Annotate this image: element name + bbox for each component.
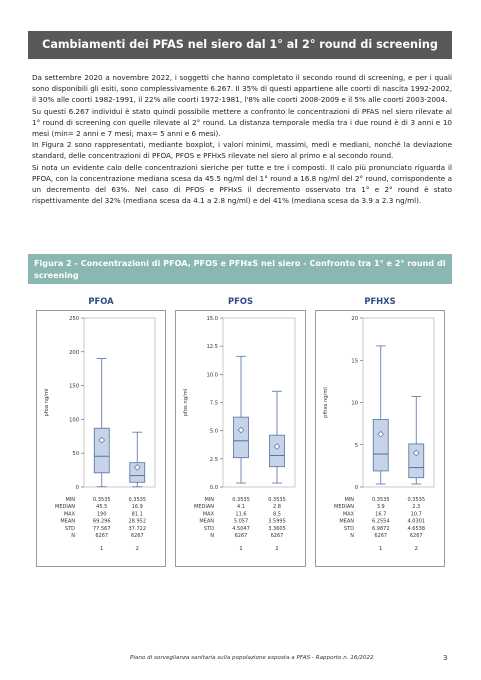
- stats-value-round1: 0.3535: [93, 497, 111, 503]
- stats-value-round1: 6.9872: [372, 525, 390, 532]
- y-tick-label: 0: [354, 485, 358, 491]
- chart-panel-pfhxs: [315, 310, 445, 567]
- stats-label: MEDIAN: [55, 504, 75, 511]
- y-tick-label: 5: [354, 442, 358, 449]
- y-tick-label: 15.0: [206, 316, 218, 322]
- stats-value-round2: 2.3: [412, 504, 421, 511]
- y-tick-label: 100: [69, 417, 79, 424]
- stats-label: MEAN: [339, 518, 354, 525]
- chart-panel-pfos: [175, 310, 306, 567]
- figure-caption: Figura 2 - Concentrazioni di PFOA, PFOS e PFHxS nel siero - Confronto tra 1° e 2° round di screening: [28, 254, 452, 284]
- stats-label: MAX: [63, 511, 75, 518]
- y-tick-label: 5.0: [209, 428, 218, 435]
- stats-value-round2: 10.7: [410, 511, 422, 518]
- stats-value-round2: 4.6538: [407, 525, 425, 532]
- y-tick-label: 250: [69, 316, 79, 322]
- stats-label: MEDIAN: [334, 504, 354, 511]
- y-tick-label: 20: [351, 316, 358, 322]
- stats-label: STD: [64, 525, 75, 532]
- y-tick-label: 200: [69, 349, 79, 356]
- stats-value-round2: 0.3535: [407, 497, 425, 503]
- stats-value-round2: 81.1: [131, 511, 143, 518]
- stats-value-round1: 6267: [234, 533, 248, 539]
- page-number: 3: [443, 654, 448, 662]
- stats-value-round1: 6.2554: [372, 518, 390, 525]
- stats-value-round2: 4.0301: [407, 518, 425, 525]
- stats-label: MIN: [204, 497, 214, 503]
- y-tick-label: 10: [351, 400, 358, 407]
- y-tick-label: 15: [351, 358, 358, 365]
- stats-value-round1: 16.7: [375, 511, 387, 518]
- stats-value-round1: 0.3535: [372, 497, 390, 503]
- x-category-label: 1: [100, 546, 104, 553]
- footer-text: Piano di sorveglianza sanitaria sulla popolazione esposta a PFAS - Rapporto n. 16/2022: [130, 655, 374, 661]
- y-tick-label: 7.5: [209, 400, 218, 407]
- stats-value-round2: 6267: [130, 533, 144, 539]
- stats-value-round1: 6267: [374, 533, 388, 539]
- stats-value-round1: 11.6: [235, 511, 247, 518]
- chart-title-pfhxs: PFHXS: [364, 296, 396, 306]
- paragraph-2: Su questi 6.267 individui è stato quindi possibile mettere a confronto le concentrazioni di PFAS nel siero rilevate al 1° round di screening con quelle rilevate al 2° round. La distanza temporale media tra i due round è di 3 anni e 10 mesi (min= 2 anni e 7 mesi; max= 5 anni e 6 mesi).: [32, 106, 452, 139]
- box: [373, 419, 388, 471]
- stats-label: MAX: [202, 511, 214, 518]
- stats-value-round2: 37.722: [128, 525, 146, 532]
- stats-value-round2: 0.3535: [128, 497, 146, 503]
- stats-value-round1: 4.5047: [232, 525, 250, 532]
- stats-value-round2: 6267: [409, 533, 423, 539]
- y-axis-label: pfhxs ng/ml: [323, 387, 329, 418]
- stats-label: N: [71, 533, 75, 539]
- paragraph-4: Si nota un evidente calo delle concentrazioni sieriche per tutte e tre i composti. Il calo più pronunciato riguarda il PFOA, con la concentrazione mediana scesa da 45.5 ng/ml del 1° round a 16.8 ng/ml del 2° round, corrispondente a un decremento del 63%. Nel caso di PFOS e PFHxS il decremento osservato tra 1° e 2° round è stato rispettivamente del 32% (mediana scesa da 4.1 a 2.8 ng/ml) e del 41% (mediana scesa da 3.9 a 2.3 ng/ml).: [32, 162, 452, 206]
- stats-value-round1: 69.296: [93, 518, 111, 525]
- stats-value-round2: 28.952: [128, 518, 146, 525]
- stats-label: STD: [203, 525, 214, 532]
- box: [94, 428, 109, 473]
- stats-label: MEAN: [60, 518, 75, 525]
- stats-label: MAX: [342, 511, 354, 518]
- paragraph-1: Da settembre 2020 a novembre 2022, i soggetti che hanno completato il secondo round di screening, e per i quali sono disponibili gli esiti, sono complessivamente 6.267. Il 35% di questi appartiene alle coorti di nascita 1992-2002, il 30% alle coorti 1982-1991, il 22% alle coorti 1972-1981, l'8% alle coorti 2008-2009 e il 5% alle coorti 2003-2004.: [32, 73, 452, 105]
- boxplot-pfos: [176, 311, 305, 566]
- stats-value-round1: 0.3535: [232, 497, 250, 503]
- stats-label: N: [210, 533, 214, 539]
- stats-label: N: [350, 533, 354, 539]
- stats-value-round2: 3.5995: [268, 518, 286, 525]
- box: [270, 435, 285, 467]
- x-category-label: 2: [275, 546, 279, 553]
- x-category-label: 1: [379, 546, 383, 553]
- box: [234, 417, 249, 458]
- y-axis-label: pfos ng/ml: [183, 388, 189, 417]
- box: [409, 444, 424, 478]
- stats-value-round1: 6267: [95, 533, 109, 539]
- y-tick-label: 12.5: [206, 344, 218, 351]
- stats-value-round1: 3.9: [376, 504, 385, 511]
- stats-value-round2: 0.3535: [268, 497, 286, 503]
- y-axis-label: pfoa ng/ml: [44, 388, 50, 417]
- boxplot-pfoa: [37, 311, 165, 566]
- paragraph-3: In Figura 2 sono rappresentati, mediante boxplot, i valori minimi, massimi, medi e mediani, nonché la deviazione standard, delle concentrazioni di PFOA, PFOS e PFHxS rilevate nel siero al primo e al secondo round.: [32, 140, 452, 161]
- stats-value-round1: 4.1: [237, 504, 245, 511]
- x-category-label: 2: [414, 546, 418, 553]
- stats-label: MEAN: [199, 518, 214, 525]
- stats-label: MIN: [344, 497, 354, 503]
- stats-value-round1: 77.567: [93, 525, 111, 532]
- stats-label: MIN: [65, 497, 75, 503]
- chart-title-pfoa: PFOA: [88, 296, 114, 306]
- stats-value-round2: 2.8: [273, 504, 281, 511]
- stats-value-round1: 5.057: [233, 518, 249, 525]
- boxplot-pfhxs: [316, 311, 444, 566]
- stats-value-round2: 6267: [270, 533, 284, 539]
- stats-value-round2: 3.3605: [268, 525, 286, 532]
- y-tick-label: 10.0: [206, 372, 218, 379]
- stats-value-round1: 45.5: [96, 504, 108, 511]
- chart-panel-pfoa: [36, 310, 166, 567]
- y-tick-label: 50: [72, 451, 79, 458]
- page-title: Cambiamenti dei PFAS nel siero dal 1° al 2° round di screening: [28, 31, 452, 59]
- y-tick-label: 0.0: [209, 485, 218, 491]
- y-tick-label: 0: [75, 485, 79, 491]
- x-category-label: 1: [239, 546, 243, 553]
- body-text: [32, 72, 452, 206]
- y-tick-label: 150: [69, 383, 79, 390]
- stats-label: STD: [343, 525, 354, 532]
- stats-label: MEDIAN: [194, 504, 214, 511]
- stats-value-round1: 190: [96, 511, 107, 518]
- stats-value-round2: 16.9: [131, 504, 143, 511]
- x-category-label: 2: [135, 546, 139, 553]
- chart-title-pfos: PFOS: [227, 296, 253, 306]
- y-tick-label: 2.5: [209, 456, 218, 463]
- stats-value-round2: 8.5: [273, 511, 281, 518]
